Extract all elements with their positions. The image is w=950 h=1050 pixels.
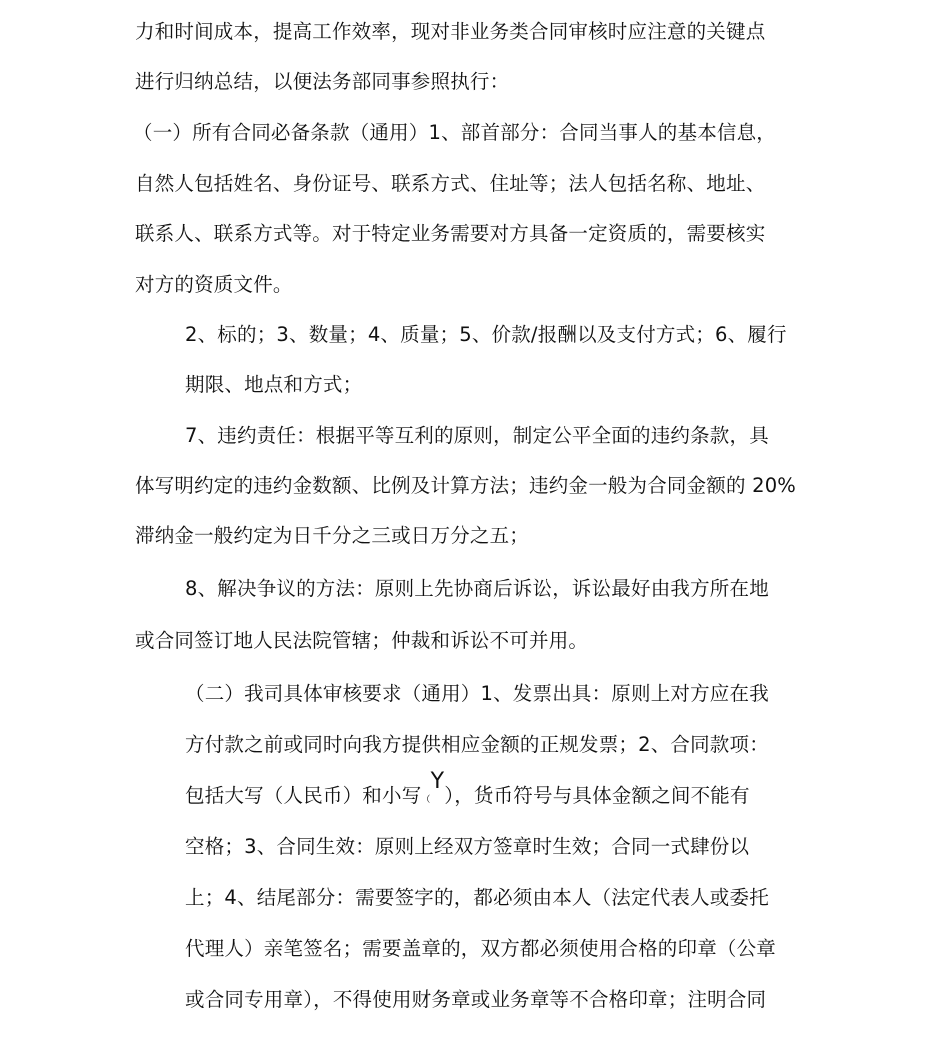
text-line-18: 上；4、结尾部分：需要签字的，都必须由本人（法定代表人或委托 [185, 886, 769, 909]
text-line-8: 期限、地点和方式； [185, 373, 363, 396]
text-line-14: （二）我司具体审核要求（通用）1、发票出具：原则上对方应在我 [185, 682, 769, 705]
text-line-7: 2、标的；3、数量；4、质量；5、价款/报酬以及支付方式；6、履行 [185, 323, 787, 346]
text-line-16-part2: ），货币符号与具体金额之间不能有 [444, 784, 750, 807]
text-line-16-part1: 包括大写（人民币）和小写 [185, 784, 422, 807]
text-line-9: 7、违约责任：根据平等互利的原则，制定公平全面的违约条款，具 [185, 424, 769, 447]
text-line-15: 方付款之前或同时向我方提供相应金额的正规发票；2、合同款项： [185, 733, 769, 756]
text-line-19: 代理人）亲笔签名；需要盖章的，双方都必须使用合格的印章（公章 [185, 937, 777, 960]
text-line-11: 滞纳金一般约定为日千分之三或日万分之五； [135, 524, 530, 547]
text-line-13: 或合同签订地人民法院管辖；仲裁和诉讼不可并用。 [135, 629, 589, 652]
text-line-3: （一）所有合同必备条款（通用）1、部首部分：合同当事人的基本信息， [133, 121, 777, 144]
text-line-10: 体写明约定的违约金数额、比例及计算方法；违约金一般为合同金额的 20% [135, 474, 797, 497]
yuan-symbol: Y [430, 769, 445, 794]
small-open-paren: （ [421, 795, 431, 805]
text-line-2: 进行归纳总结，以便法务部同事参照执行： [135, 70, 510, 93]
text-line-4: 自然人包括姓名、身份证号、联系方式、住址等；法人包括名称、地址、 [135, 172, 766, 195]
text-line-6: 对方的资质文件。 [135, 273, 293, 296]
text-line-5: 联系人、联系方式等。对于特定业务需要对方具备一定资质的，需要核实 [135, 222, 766, 245]
text-line-1: 力和时间成本，提高工作效率，现对非业务类合同审核时应注意的关键点 [135, 20, 766, 43]
text-line-17: 空格；3、合同生效：原则上经双方签章时生效；合同一式肆份以 [185, 835, 750, 858]
text-line-20: 或合同专用章），不得使用财务章或业务章等不合格印章；注明合同 [185, 988, 767, 1011]
text-line-12: 8、解决争议的方法：原则上先协商后诉讼，诉讼最好由我方所在地 [185, 577, 769, 600]
text-line-16 [185, 769, 750, 813]
